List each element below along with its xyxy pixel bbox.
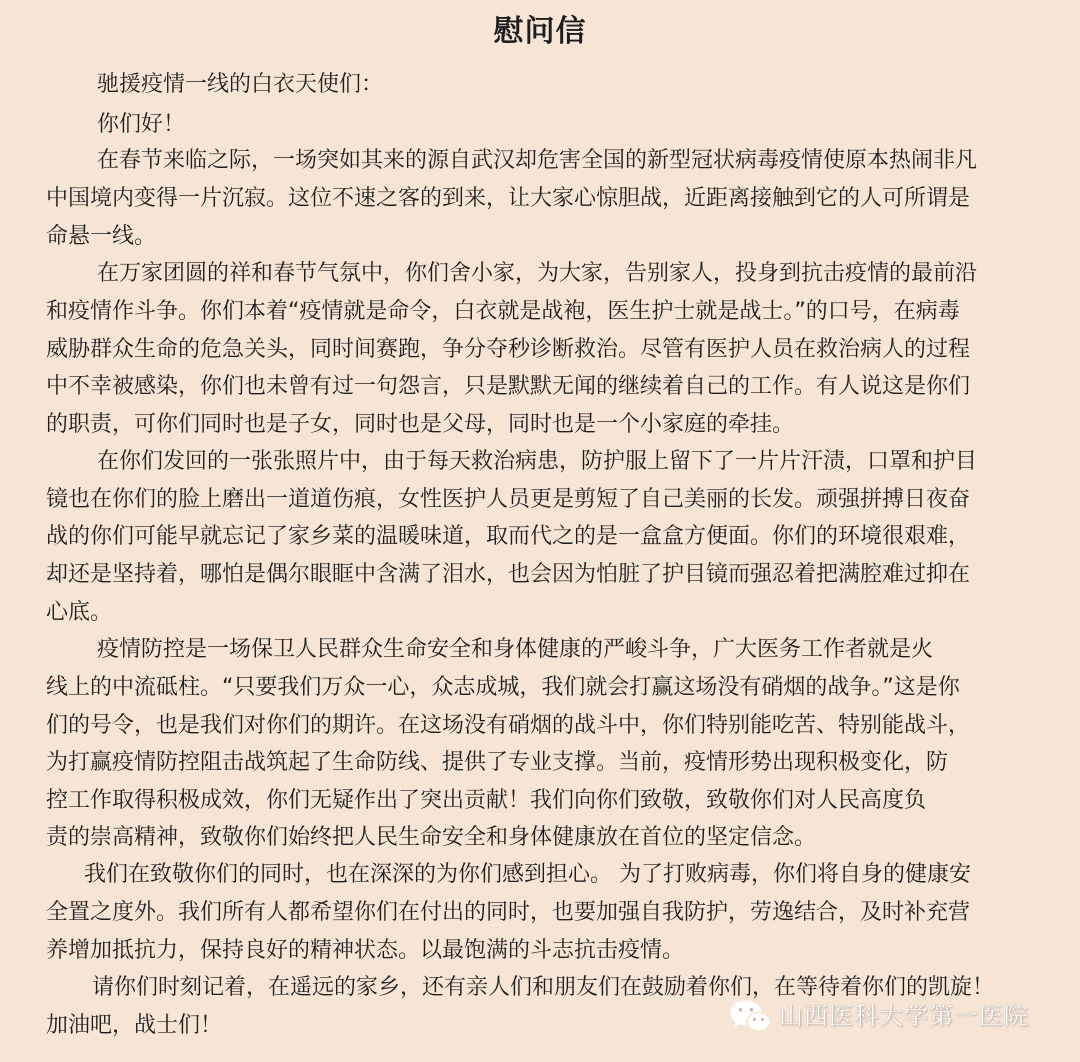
- letter-line: 战的你们可能早就忘记了家乡菜的温暖味道，取而代之的是一盒盒方便面。你们的环境很艰难，: [46, 524, 971, 549]
- letter-line: 线上的中流砥柱。“只要我们万众一心，众志成城，我们就会打赢这场没有硝烟的战争。”这是你: [46, 675, 960, 700]
- letter-line: 全置之度外。我们所有人都希望你们在付出的同时，也要加强自我防护，劳逸结合，及时补充营: [46, 900, 971, 925]
- letter-line: 镜也在你们的脸上磨出一道道伤痕，女性医护人员更是剪短了自己美丽的长发。顽强拼搏日夜奋: [46, 487, 971, 512]
- letter-line: 为打赢疫情防控阻击战筑起了生命防线、提供了专业支撑。当前，疫情形势出现积极变化，防: [46, 750, 949, 775]
- watermark-text: 山西医科大学第一医院: [779, 1002, 1029, 1030]
- wechat-watermark: [729, 996, 1029, 1036]
- letter-line: 你们好！: [97, 112, 186, 137]
- letter-line: 我们在致敬你们的同时，也在深深的为你们感到担心。 为了打败病毒，你们将自身的健康安: [84, 862, 971, 887]
- letter-line: 们的号令，也是我们对你们的期许。在这场没有硝烟的战斗中，你们特别能吃苦、特别能战斗，: [46, 713, 971, 738]
- letter-line: 驰援疫情一线的白衣天使们：: [97, 72, 384, 97]
- letter-line: 和疫情作斗争。你们本着“疫情就是命令，白衣就是战袍，医生护士就是战士。”的口号，在病毒: [46, 299, 960, 324]
- letter-line: 养增加抵抗力，保持良好的精神状态。以最饱满的斗志抗击疫情。: [46, 938, 685, 963]
- letter-line: 在你们发回的一张张照片中，由于每天救治病患，防护服上留下了一片片汗渍，口罩和护目: [97, 449, 978, 474]
- letter-line: 责的崇高精神，致敬你们始终把人民生命安全和身体健康放在首位的坚定信念。: [46, 825, 817, 850]
- letter-line: 命悬一线。: [46, 224, 157, 249]
- letter-line: 中不幸被感染，你们也未曾有过一句怨言，只是默默无闻的继续着自己的工作。有人说这是你们: [46, 374, 971, 399]
- letter-line: 在春节来临之际，一场突如其来的源自武汉却危害全国的新型冠状病毒疫情使原本热闹非凡: [97, 148, 978, 173]
- letter-line: 却还是坚持着，哪怕是偶尔眼眶中含满了泪水，也会因为怕脏了护目镜而强忍着把满腔难过抑在: [46, 562, 971, 587]
- letter-line: 疫情防控是一场保卫人民群众生命安全和身体健康的严峻斗争，广大医务工作者就是火: [97, 637, 934, 662]
- letter-line: 心底。: [46, 600, 113, 625]
- letter-line: 的职责，可你们同时也是子女，同时也是父母，同时也是一个小家庭的牵挂。: [46, 412, 795, 437]
- letter-line: 请你们时刻记着，在遥远的家乡，还有亲人们和朋友们在鼓励着你们，在等待着你们的凯旋！: [92, 975, 995, 1000]
- letter-line: 控工作取得积极成效，你们无疑作出了突出贡献！我们向你们致敬，致敬你们对人民高度负: [46, 788, 927, 813]
- letter-title: 慰问信: [493, 14, 587, 49]
- letter-line: 加油吧，战士们！: [46, 1013, 223, 1038]
- wechat-icon: [729, 996, 773, 1036]
- letter-line: 威胁群众生命的危急关头，同时间赛跑，争分夺秒诊断救治。尽管有医护人员在救治病人的过程: [46, 337, 971, 362]
- letter-line: 中国境内变得一片沉寂。这位不速之客的到来，让大家心惊胆战，近距离接触到它的人可所谓是: [46, 186, 971, 211]
- letter-line: 在万家团圆的祥和春节气氛中，你们舍小家，为大家，告别家人，投身到抗击疫情的最前沿: [97, 261, 978, 286]
